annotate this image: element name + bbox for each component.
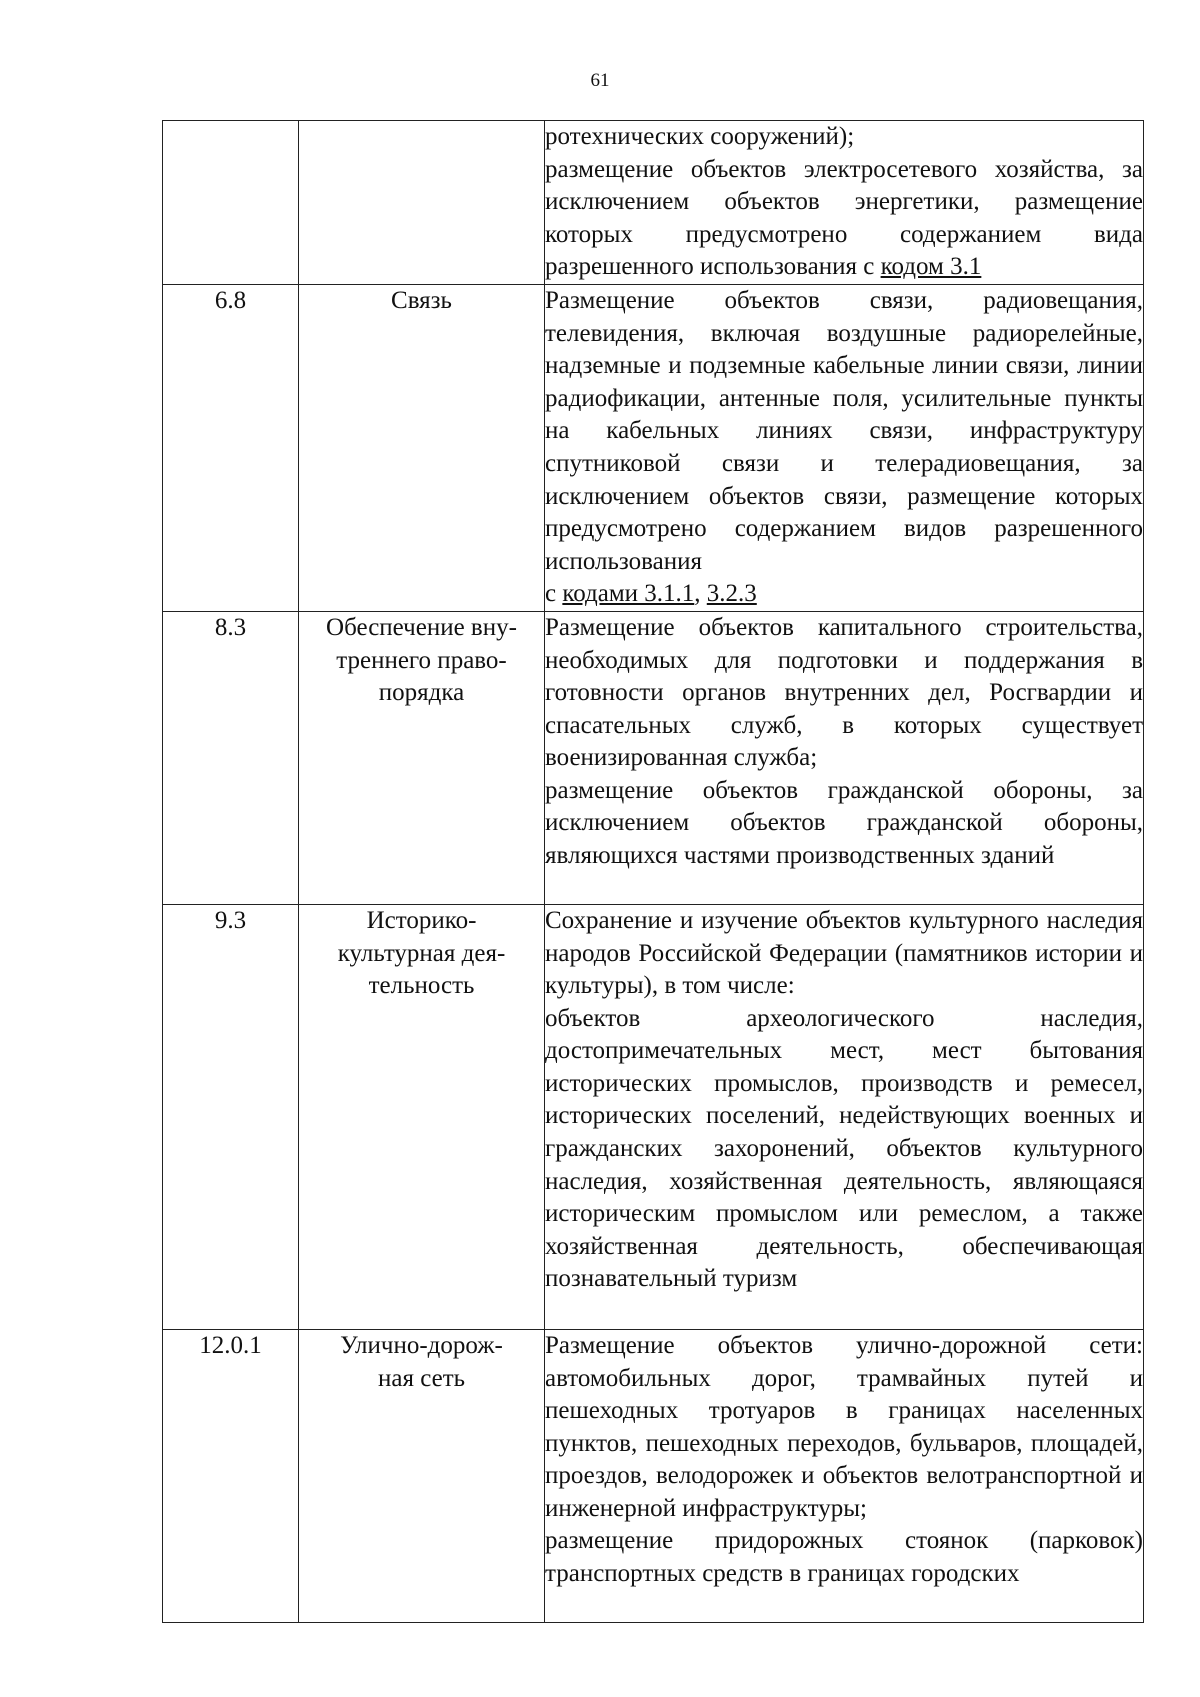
description-paragraph: Размещение объектов улично-дорожной сети: автомобильных дорог, трамвайных путей и пешеходных тротуаров в границах населенных пунктов, пешеходных переходов, бульваров, площадей, проездов, велодорожек и объектов велотранспортной и инженерной инфраструктуры;: [545, 1331, 1143, 1522]
description-paragraph: объектов археологического наследия, достопримечательных мест, мест бытования исторических промыслов, производств и ремесел, исторических поселений, недействующих военных и гражданских захоронений, объектов культурного наследия, хозяйственная деятельность, являющаяся историческим промыслом или ремеслом, а также хозяйственная деятельность, обеспечивающая познавательный туризм: [545, 1004, 1143, 1293]
name-line: культурная дея-: [337, 939, 506, 967]
name-line: треннего право-: [336, 646, 507, 674]
description-cell: [545, 1329, 1144, 1622]
description-paragraph: размещение объектов гражданской обороны, за исключением объектов гражданской обороны, являющихся частями производственных зданий: [545, 776, 1143, 870]
name-line: тельность: [368, 972, 475, 1000]
table-row: [163, 611, 1144, 904]
description-paragraph: [545, 154, 1143, 284]
code-cell: 12.0.1: [163, 1329, 299, 1622]
description-text: с: [545, 580, 563, 608]
description-cell: [545, 611, 1144, 904]
code-cell: 6.8: [163, 284, 299, 611]
land-use-table: [162, 120, 1144, 1623]
description-cell: [545, 284, 1144, 611]
description-paragraph: ротехнических сооружений);: [545, 123, 855, 150]
name-line: порядка: [378, 679, 465, 707]
description-cell: [545, 904, 1144, 1329]
description-paragraph: Размещение объектов связи, радиовещания, телевидения, включая воздушные радиорелейные, надземные и подземные кабельные линии связи, линии радиофикации, антенные поля, усилительные пункты на кабельных линиях связи, инфраструктуру спутниковой связи и телерадиовещания, за исключением объектов связи, размещение которых предусмотрено содержанием видов разрешенного использования: [545, 286, 1143, 575]
description-cell: [545, 121, 1144, 285]
code-cell: 8.3: [163, 611, 299, 904]
code-cell: [163, 121, 299, 285]
name-cell: [299, 611, 545, 904]
description-text: размещение объектов электросетевого хозяйства, за исключением объектов энергетики, размещение которых предусмотрено содержанием вида разрешенного использования с: [545, 155, 1143, 281]
page-number: 61: [590, 70, 610, 91]
table-row: [163, 121, 1144, 285]
name-line: Улично-дорож-: [340, 1331, 503, 1359]
code-cell: 9.3: [163, 904, 299, 1329]
code-reference-link[interactable]: кодом 3.1: [880, 253, 982, 281]
name-line: ная сеть: [377, 1364, 466, 1392]
name-line: Обеспечение вну-: [326, 613, 517, 641]
code-reference-link[interactable]: 3.2.3: [706, 580, 757, 608]
description-paragraph: [545, 578, 1143, 611]
name-cell: [299, 1329, 545, 1622]
table-row: [163, 1329, 1144, 1622]
name-line: Историко-: [366, 906, 477, 934]
name-cell: [299, 121, 545, 285]
name-line: Связь: [391, 286, 452, 314]
table-row: [163, 904, 1144, 1329]
name-cell: [299, 284, 545, 611]
table-row: [163, 284, 1144, 611]
name-cell: [299, 904, 545, 1329]
link-separator: ,: [694, 580, 707, 608]
code-reference-link[interactable]: кодами 3.1.1: [562, 580, 695, 608]
description-paragraph: Размещение объектов капитального строительства, необходимых для подготовки и поддержания в готовности органов внутренних дел, Росгвардии и спасательных служб, в которых существует военизированная служба;: [545, 613, 1143, 772]
description-paragraph: Сохранение и изучение объектов культурного наследия народов Российской Федерации (памятников истории и культуры), в том числе:: [545, 906, 1143, 1000]
description-paragraph: размещение придорожных стоянок (парковок) транспортных средств в границах городских: [545, 1527, 1143, 1588]
